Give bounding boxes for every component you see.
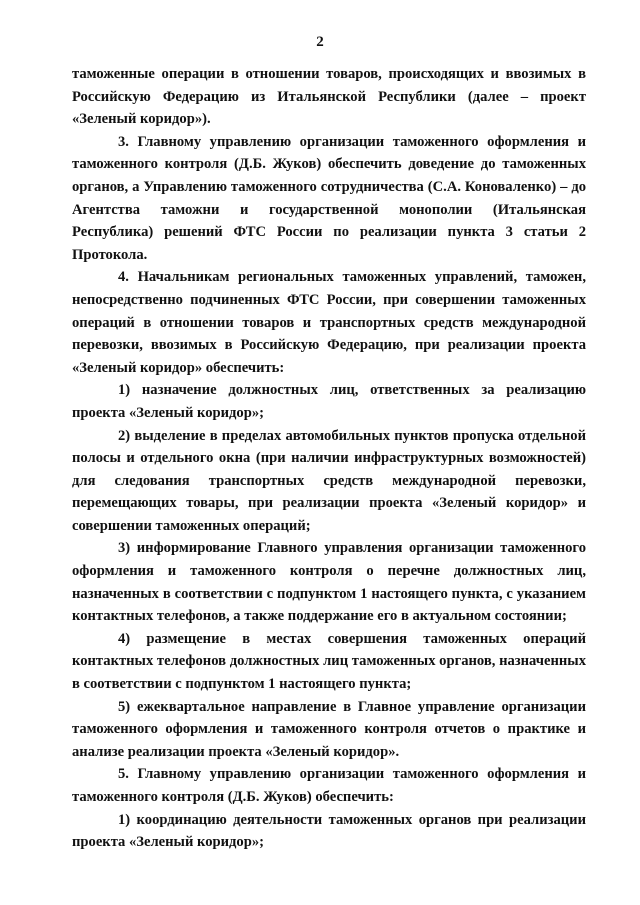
subitem-4-2: 2) выделение в пределах автомобильных пунктов пропуска отдельной полосы и отдельного окна (при наличии инфраструктурных возможностей) для следования транспортных средств международной перевозки, перемещающих товары, при реализации проекта «Зеленый коридор» и совершении таможенных операций;	[72, 427, 586, 534]
page-number: 2	[316, 34, 324, 50]
document-body	[72, 63, 586, 854]
subitem-4-1: 1) назначение должностных лиц, ответственных за реализацию проекта «Зеленый коридор»;	[72, 382, 586, 421]
subitem-4-4: 4) размещение в местах совершения таможенных операций контактных телефонов должностных лиц таможенных органов, назначенных в соответствии с подпунктом 1 настоящего пункта;	[72, 630, 586, 693]
paragraph-item-3: 3. Главному управлению организации таможенного оформления и таможенного контроля (Д.Б. Жуков) обеспечить доведение до таможенных органов, а Управлению таможенного сотрудничества (С.А. Коноваленко) – до Агентства таможни и государственной монополии (Итальянская Республика) решений ФТС России по реализации пункта 3 статьи 2 Протокола.	[72, 133, 586, 263]
subitem-4-3: 3) информирование Главного управления организации таможенного оформления и таможенного контроля о перечне должностных лиц, назначенных в соответствии с подпунктом 1 настоящего пункта, с указанием контактных телефонов, а также поддержание его в актуальном состоянии;	[72, 540, 586, 625]
paragraph-item-5: 5. Главному управлению организации таможенного оформления и таможенного контроля (Д.Б. Жуков) обеспечить:	[72, 766, 586, 805]
subitem-4-5: 5) ежеквартальное направление в Главное управление организации таможенного оформления и таможенного контроля отчетов о практике и анализе реализации проекта «Зеленый коридор».	[72, 698, 586, 760]
subitem-5-1: 1) координацию деятельности таможенных органов при реализации проекта «Зеленый коридор»;	[72, 811, 586, 851]
paragraph-continuation: таможенные операции в отношении товаров, происходящих и ввозимых в Российскую Федерацию из Итальянской Республики (далее – проект «Зеленый коридор»).	[72, 66, 586, 128]
paragraph-item-4: 4. Начальникам региональных таможенных управлений, таможен, непосредственно подчиненных ФТС России, при совершении таможенных операций в отношении товаров и транспортных средств международной перевозки, ввозимых в Российскую Федерацию, при реализации проекта «Зеленый коридор» обеспечить:	[72, 269, 586, 376]
